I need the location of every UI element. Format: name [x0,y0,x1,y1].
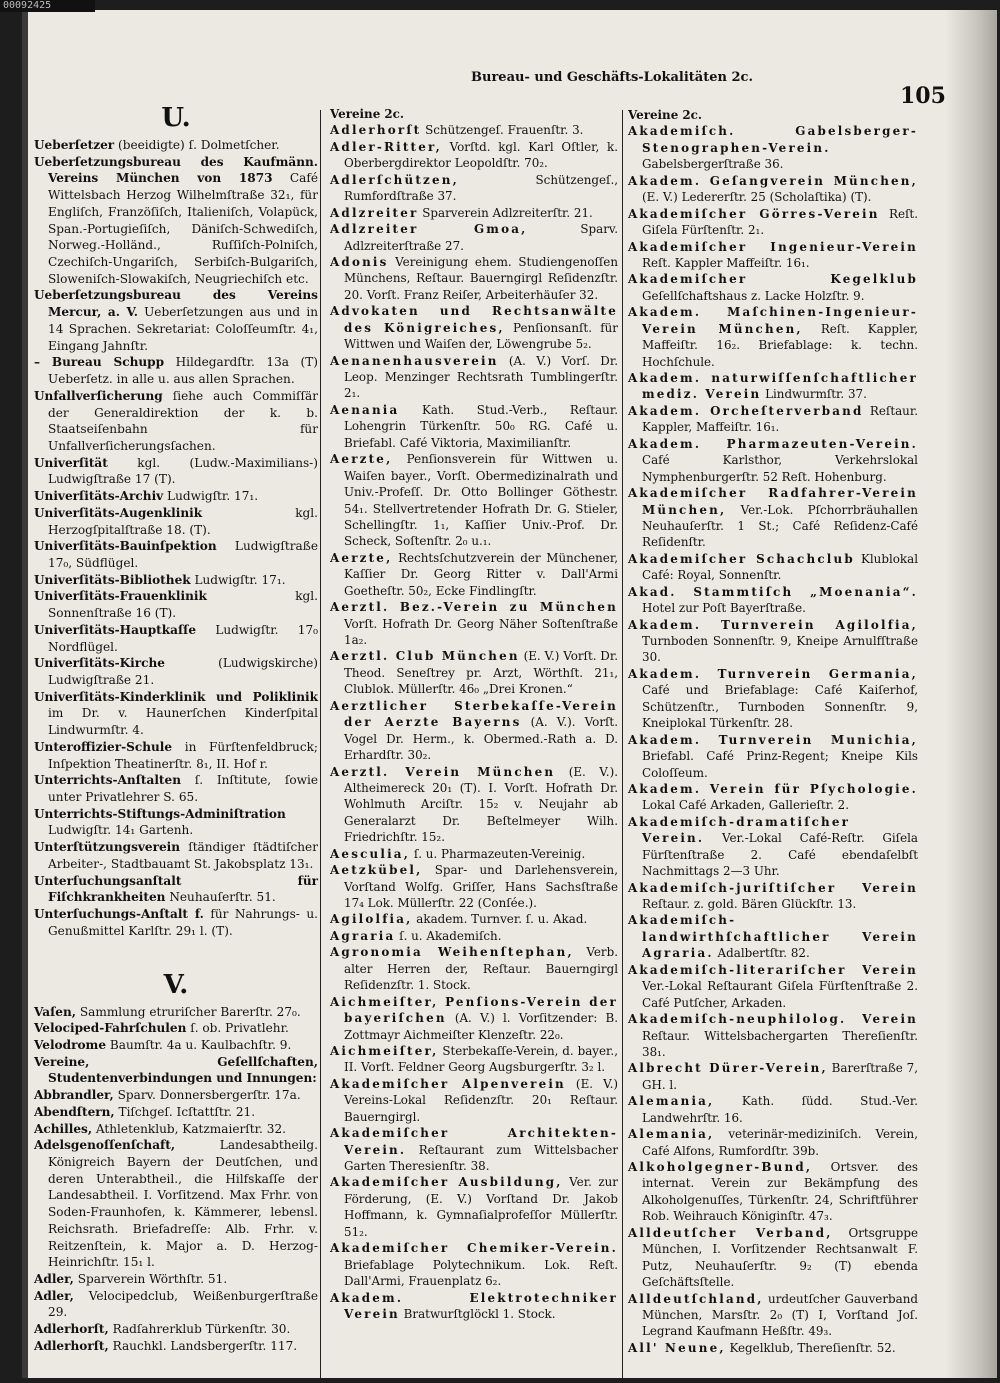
entry-name: Alldeutſchland, [628,1291,764,1306]
entry-details: Penſionsanſt. für Wittwen und Waiſen der, Löwengrube 5₂. [344,320,618,352]
directory-entry [628,1340,918,1356]
entry-name: Unfallverſicherung [34,388,163,403]
entry-name: All' Neune, [628,1340,726,1355]
column-3-entry-list [628,123,918,1356]
directory-entry [34,622,318,655]
entry-details: Schützengeſ. Frauenſtr. 3. [421,123,584,138]
entry-name: Adlzreiter Gmoa, [330,222,528,237]
directory-entry [330,599,618,648]
entry-details: Gabelsbergerſtraße 36. [642,157,784,172]
column-3 [628,107,918,1356]
directory-entry [34,388,318,455]
directory-entry [330,254,618,303]
entry-details: (E. V.). Altheimereck 20₁ (T). I. Vorſt. Hofrath Dr. Wohlmuth Arciſtr. 15₂ v. Neujahr ab Generalarzt Dr. Beſtelmeyer Wilh. Friedrichſtr. 15₂. [344,764,618,845]
entry-details: ſ. u. Akademiſch. [395,928,502,943]
directory-entry [628,617,918,666]
entry-details: Café Wittelsbach Herzog Wilhelmſtraße 32₁, für Engliſch, Franzöſiſch, Italieniſch, Volapück, Span.-Portugieſiſch, Däniſch-Schwediſch, Norweg.-Holländ., Ruſſiſch-Polniſch, Czechiſch-Ungariſch, Serbiſch-Bulgariſch, Sloweniſch-Slowakiſch, Neugriechiſch etc. [48,171,318,286]
directory-entry [34,572,318,589]
entry-name: Vereine, Geſellſchaften, Studentenverbindungen und Innungen: [34,1054,318,1086]
entry-details: Penſionsverein für Wittwen u. Waiſen bayer., Vorſt. Obermedizinalrath und Univ.-Profeſſ. Dr. Otto Bollinger Göthestr. 54₁. Stellvertretender Hofrath Dr. G. Stieler, Schellingſtr. 1₁, Kaſſier Univ.-Prof. Dr. Scheck, Soſtenſtr. 2₀ u.₁. [344,452,618,549]
entry-name: Adlerhorſt, [34,1322,109,1337]
entry-name: Aesculia, [330,846,411,861]
entry-details: Sparv. Donnersbergerſtr. 17a. [113,1088,301,1103]
entry-name: Unterſuchungsanſtalt für Fiſchkrankheiten [34,873,318,905]
directory-entry [34,806,318,839]
entry-details: Radſahrerklub Türkenſtr. 30. [108,1322,291,1337]
directory-entry [34,488,318,505]
entry-name: Akadem. Maſchinen-Ingenieur-Verein München, [628,305,918,336]
entry-name: Akademiſch-literariſcher Verein [628,962,918,977]
entry-name: Vaſen, [34,1004,77,1019]
directory-entry [330,451,618,550]
entry-name: Aerztl. Bez.-Verein zu München [330,600,618,615]
entry-details: Rauchkl. Landsbergerſtr. 117. [108,1338,298,1353]
entry-name: Akademiſcher Radfahrer-Verein München, [628,486,918,517]
entry-name: Alldeutſcher Verband, [628,1225,833,1240]
entry-details: Café Karlsthor, Verkehrslokal Nymphenburgerſtr. 52 Reſt. Hohenburg. [642,453,918,484]
entry-name: Akademiſcher Kegelklub [628,272,918,287]
directory-entry [34,1020,318,1037]
directory-entry [34,505,318,538]
entry-name: Akadem. naturwiſſenſchaftlicher mediz. Verein [628,371,918,402]
entry-details: Kegelklub, Thereſienſtr. 52. [725,1340,896,1355]
entry-name: Akademiſcher Schachclub [628,551,855,566]
directory-entry [628,239,918,272]
entry-details: ſ. Inſtitute, ſowie unter Privatlehrer S. 65. [48,773,318,805]
directory-entry [330,1174,618,1240]
column-2 [330,106,618,1322]
entry-name: Adlerſchützen, [330,172,459,187]
entry-details: Bratwurſtglöckl 1. Stock. [399,1306,556,1321]
directory-entry [34,287,318,354]
entry-name: Akademiſch-landwirthſchaftlicher Verein Agraria. [628,913,918,961]
entry-details: Ludwigſtr. 17₁. [163,489,259,504]
entry-details: Ver.-Lokal Café-Reſtr. Giſela Fürſtenſtraße 2. Café ebendaſelbſt Nachmittags 2—3 Uhr. [642,831,918,879]
directory-entry [330,764,618,846]
entry-name: Alemania, [628,1094,715,1109]
directory-entry [34,1104,318,1121]
entry-name: Univerſitäts-Archiv [34,489,164,504]
entry-name: Velodrome [34,1037,107,1052]
entry-details: Ludwigſtr. 17₀ Nordflügel. [48,622,318,654]
directory-entry [628,1093,918,1126]
entry-details: akadem. Turnver. ſ. u. Akad. [412,912,588,927]
page-number: 105 [900,83,946,109]
directory-entry [628,732,918,781]
entry-details: Reſtaurant zum Wittelsbacher Garten Theresienſtr. 38. [344,1142,618,1173]
entry-details: Schützengeſ., Rumfordſtraße 37. [344,172,618,204]
entry-name: Akadem. Turnverein Munichia, [628,732,918,747]
entry-details: Adalbertſtr. 82. [713,946,810,961]
directory-entry [628,304,918,370]
directory-entry [34,354,318,387]
directory-entry [330,139,618,172]
entry-name: Aetzkübel, [330,863,423,878]
entry-details: Kath. ſüdd. Stud.-Ver. Landwehrſtr. 16. [642,1094,918,1125]
directory-entry [628,1291,918,1340]
entry-details: Vorſtd. kgl. Karl Oſtler, k. Oberbergdirektor Leopoldſtr. 70₂. [344,139,618,171]
directory-entry [330,172,618,205]
column-1 [34,103,318,1355]
directory-entry [628,436,918,485]
running-head: Bureau- und Geschäfts-Lokalitäten 2c. [471,70,753,85]
entry-name: Adler, [34,1288,74,1303]
entry-name: Aichmeiſter, [330,1043,439,1058]
entry-name: Aerztl. Club München [330,649,520,664]
directory-entry [34,839,318,872]
entry-details: kgl. Sonnenſtraße 16 (T). [48,589,318,621]
directory-entry [628,403,918,436]
entry-details: veterinär-mediziniſch. Verein, Café Alfons, Rumfordſtr. 39b. [642,1127,918,1158]
column-2-entry-list [330,122,618,1322]
directory-entry [628,666,918,732]
entry-name: Akademiſcher Ingenieur-Verein [628,239,918,254]
entry-details: Reſt. Kappler Maffeiſtr. 16₁. [642,255,810,270]
directory-entry [628,370,918,403]
entry-details: in Fürſtenfeldbruck; Inſpektion Theatinerſtr. 8₁, II. Hof r. [48,739,318,771]
entry-details: Ludwigſtr. 14₁ Gartenh. [48,823,194,838]
directory-entry [628,1060,918,1093]
entry-details: Reſtaur. Kappler, Maffeiſtr. 16₁. [642,403,919,435]
entry-details: Ortsver. des internat. Verein zur Bekämpfung des Alkoholgenuſſes, Türkenſtr. 24, Schriftführer Rob. Weihrauch Königinſtr. 47₃. [642,1160,918,1224]
entry-details: (E. V.) Ledererſtr. 25 (Scholaſtika) (T). [642,190,872,205]
directory-entry [34,455,318,488]
directory-entry [330,221,618,254]
directory-entry [628,880,918,913]
directory-entry [34,1321,318,1338]
entry-details: Tiſchgeſ. Icſtattſtr. 21. [114,1104,256,1119]
entry-name: Adler, [34,1272,74,1286]
directory-entry [34,1271,318,1288]
entry-details: Lokal Café Arkaden, Gallerieſtr. 2. [642,798,849,813]
directory-entry [330,1076,618,1125]
entry-details: für Nahrungs- u. Genußmittel Karlſtr. 29₁ l. (T). [48,907,318,938]
directory-entry [628,814,918,880]
entry-details: Geſellſchaftshaus z. Lacke Holzſtr. 9. [642,288,865,303]
directory-entry [34,906,318,939]
entry-name: Unterſtützungsverein [34,840,181,855]
directory-entry [34,1288,318,1321]
entry-details: Kath. Stud.-Verb., Reſtaur. Lohengrin Türkenſtr. 50₀ RG. Café u. Briefabl. Café Viktoria, Maximilianſtr. [344,402,618,450]
entry-details: Rechtsſchutzverein der Münchener, Kaſſier Dr. Georg Ritter v. Dall'Armi Goetheſtr. 50₂, Ecke Findlingſtr. [344,550,618,598]
entry-details: Ver.-Lokal Reſtaurant Giſela Fürſtenſtraße 2. Café Putſcher, Arkaden. [642,979,918,1010]
section-letter-u: U. [161,103,191,133]
entry-details: Sterbekaſſe-Verein, d. bayer., II. Vorſt. Feldner Georg Augsburgerſtr. 3₂ l. [344,1043,618,1075]
entry-name: Agraria [330,928,396,943]
entry-name: Akademiſcher Görres-Verein [628,206,880,221]
directory-entry [330,648,618,697]
entry-details: Sammlung etruriſcher Barerſtr. 27₀. [76,1004,301,1019]
section-letter-v: V. [163,969,189,1000]
entry-details: ſiehe auch Commiſſär der Generaldirektion der k. b. Staatseiſenbahn für Unfallverſicherungsſachen. [48,388,318,453]
directory-entry [628,1159,918,1225]
entry-details: Baumſtr. 4a u. Kaulbachſtr. 9. [106,1037,292,1052]
entry-name: Unterrichts-Anſtalten [34,773,181,788]
entry-details: Hotel zur Poſt Bayerſtraße. [642,601,806,616]
directory-entry [34,1004,318,1021]
v-entry-list [34,1004,318,1355]
directory-entry [330,1240,618,1289]
entry-name: Alkoholgegner-Bund, [628,1160,813,1174]
directory-entry [628,173,918,206]
entry-name: Aenania [330,402,400,417]
directory-entry [34,739,318,772]
entry-name: Univerſitäts-Kinderklinik und Poliklinik [34,689,318,704]
entry-details: (A. V.). Vorſt. Vogel Dr. Herm., k. Obermed.-Rath a. D. Erhardſtr. 30₂. [344,715,618,763]
entry-name: Adler-Ritter, [330,139,442,154]
entry-name: Akademiſcher Alpenverein [330,1076,566,1091]
entry-name: Aerztl. Verein München [330,764,556,779]
entry-details: Spar- und Darlehensverein, Vorſtand Wolfg. Griſſer, Hans Sachsſtraße 17₄ Lok. Müllerſtr. 22 (Conſée.). [344,863,618,910]
directory-entry [330,353,618,402]
entry-name: Aerzte, [330,452,393,467]
directory-entry [330,994,618,1043]
entry-details: (E. V.) Vorſt. Dr. Theod. Seneſtrey pr. Arzt, Wörthſt. 21₁, Clublok. Müllerſtr. 46₀ „Drei Kronen.“ [344,649,618,697]
directory-entry [330,944,618,993]
entry-details: Klublokal Café: Royal, Sonnenſtr. [642,551,919,583]
directory-entry [628,206,918,239]
entry-details: Ueberſetzungen aus und in 14 Sprachen. Sekretariat: Coloſſeumſtr. 4₁, Eingang Jahnſtr. [48,305,318,353]
entry-name: Abendſtern, [34,1104,115,1119]
entry-name: Akademiſch-juriſtiſcher Verein [628,880,918,895]
entry-name: Univerſitäts-Bauinſpektion [34,539,217,554]
entry-details: Café und Briefablage: Café Kaiſerhof, Schützenſtr., Turnboden Sonnenſtr. 9, Kneiplokal Türkenſtr. 28. [642,683,918,731]
entry-details: Ortsgruppe München, I. Vorſitzender Rechtsanwalt F. Putz, Neuhauſerſtr. 9₂ (T) ebenda Geſchäftsſtelle. [642,1225,918,1290]
entry-details: Ver.-Lok. Pſchorrbräuhallen Neuhauſerſtr. 1 St.; Café Reſidenz-Café Reſidenſtr. [642,502,918,550]
entry-details: Sparverein Wörthſtr. 51. [73,1272,228,1286]
entry-details: Hildegardſtr. 13a (T) Ueberſetz. in alle u. aus allen Sprachen. [48,355,318,387]
directory-entry [628,551,918,584]
directory-entry [330,911,618,927]
directory-entry [628,584,918,617]
entry-name: Akademiſch-neuphilolog. Verein [628,1012,918,1027]
entry-name: Aichmeiſter, Penſions-Verein der bayeriſchen [330,994,618,1026]
entry-name: Univerſitäts-Frauenklinik [34,589,207,604]
directory-entry [628,962,918,1011]
entry-name: Alemania, [628,1127,715,1142]
entry-details: Ludwigſtr. 17₁. [190,572,286,587]
entry-details: (A. V.) Vorſ. Dr. Leop. Menzinger Rechtsrath Tumblingerſtr. 2₁. [344,353,618,401]
entry-name: Akadem. Orcheſterverband [628,403,864,418]
directory-entry [330,402,618,451]
entry-details: Ver. zur Förderung, (E. V.) Vorſtand Dr. Jakob Hoffmann, k. Gymnaſialprofeſſor Müllerſtr. 51₂. [344,1175,618,1239]
entry-name: Adonis [330,254,389,269]
entry-name: Akademiſcher Architekten-Verein. [330,1126,618,1157]
entry-details: (beeidigte) ſ. Dolmetſcher. [114,138,280,152]
entry-details: (Ludwigskirche) Ludwigſtraße 21. [48,656,318,687]
entry-details: Briefabl. Café Prinz-Regent; Kneipe Kils Coloſſeum. [642,749,918,780]
directory-entry [330,1043,618,1076]
entry-name: Ueberſetzer [34,138,115,152]
entry-name: Aerztlicher Sterbekaſſe-Verein der Aerzte Bayerns [330,698,618,730]
directory-entry [628,485,918,551]
directory-page [22,10,997,1378]
directory-entry [34,655,318,688]
directory-entry [34,873,318,906]
directory-entry [628,781,918,814]
entry-details: Lindwurmſtr. 37. [761,387,867,402]
entry-details: Athletenklub, Katzmaierſtr. 32. [92,1121,286,1136]
directory-entry [34,1121,318,1138]
entry-details: ſ. ob. Privatlehr. [186,1021,289,1036]
directory-entry [330,698,618,764]
entry-name: Univerſitäts-Hauptkaſſe [34,622,197,637]
entry-name: Akadem. Geſangverein München, [628,173,918,188]
entry-details: Reſt. Giſela Fürſtenſtr. 2₁. [642,206,918,238]
entry-details: ſtändiger ſtädtiſcher Arbeiter-, Stadtbauamt St. Jakobsplatz 13₁. [48,840,318,871]
directory-entry [34,1137,318,1271]
entry-name: Aerzte, [330,550,393,565]
directory-entry [628,1011,918,1060]
entry-name: Aenanenhausverein [330,353,499,368]
entry-name: Akadem. Turnverein Germania, [628,666,918,681]
directory-entry [330,1125,618,1174]
column-rule-2 [622,110,623,1378]
entry-details: Neuhauſerſtr. 51. [165,890,276,905]
column-heading: Vereine 2c. [628,108,703,122]
directory-entry [34,1037,318,1054]
directory-entry [330,1290,618,1323]
column-rule-1 [320,110,321,1378]
directory-entry [330,122,618,138]
u-entry-list [34,137,318,940]
entry-name: Univerſität [34,455,108,470]
entry-details: Turnboden Sonnenſtr. 9, Kneipe Arnulfſtraße 30. [642,634,918,665]
entry-name: Albrecht Dürer-Verein, [628,1061,828,1076]
page-left-edge [22,10,28,1378]
entry-name: Ueberſetzungsbureau des Vereins Mercur, a. V. [34,288,318,320]
directory-entry [34,588,318,621]
entry-details: Ludwigſtraße 17₀, Südflügel. [48,539,318,570]
entry-name: Adelsgenoſſenſchaft, [34,1138,176,1153]
entry-name: Abbrandler, [34,1088,114,1103]
entry-name: Unteroffizier-Schule [34,739,173,754]
entry-name: Unterrichts-Stiftungs-Adminiſtration [34,806,286,821]
directory-entry [330,928,618,944]
page-right-edge [945,10,997,1378]
directory-entry [330,205,618,221]
entry-details: Sparverein Adlzreiterſtr. 21. [418,205,593,220]
directory-entry [34,689,318,739]
entry-details: ſ. u. Pharmazeuten-Vereinig. [410,846,586,861]
entry-name: Akademiſch-dramatiſcher Verein. [628,814,851,846]
directory-entry [330,846,618,862]
entry-details: kgl. Herzogſpitalſtraße 18. (T). [48,505,318,537]
entry-details: (E. V.) Vereins-Lokal Reſidenzſtr. 20₁ Reſtaur. Bauerngirgl. [344,1076,618,1124]
entry-name: Akadem. Verein für Pſychologie. [628,781,918,796]
directory-entry [330,862,618,911]
entry-name: Adlzreiter [330,205,419,220]
directory-entry [34,1087,318,1104]
directory-entry [34,137,318,154]
directory-entry [628,271,918,304]
directory-entry [628,1225,918,1291]
entry-name: Unterſuchungs-Anſtalt f. [34,907,204,922]
entry-name: Univerſitäts-Augenklinik [34,505,203,520]
directory-entry [628,912,918,961]
scan-label: 00092425 [0,0,95,12]
directory-entry [628,123,918,172]
entry-details: urdeutſcher Gauverband München, Marsſtr. 2₀ (T) I, Vorſtand Joſ. Legrand Kaufmann Heßſtr. 49₃. [642,1291,918,1339]
entry-details: kgl. (Ludw.-Maximilians-) Ludwigſtraße 17 (T). [48,455,318,487]
entry-details: Briefablage Polytechnikum. Lok. Reſt. Dall'Armi, Frauenplatz 6₂. [344,1257,618,1289]
entry-details: Velocipedclub, Weißenburgerſtraße 29. [48,1288,318,1320]
entry-details: Landesabtheilg. Königreich Bayern der Deutſchen, und deren Unterabtheil., die Hilfskaſſe der Landesabtheil. I. Vorſitzend. Max Frhr. von Soden-Fraunhofen, k. Kämmerer, lebensl. Reichsrath. Briefadreſſe: Alb. Frhr. v. Reitzenſtein, k. Major a. D. Herzog-Heinrichſtr. 15₁ l. [48,1138,318,1270]
directory-entry [330,303,618,352]
entry-name: Akadem. Elektrotechniker Verein [330,1290,618,1321]
entry-name: Agilolfia, [330,912,413,927]
entry-details: Verb. alter Herren der, Reſtaur. Bauerngirgl Reſidenzſtr. 1. Stock. [344,945,619,993]
entry-name: Adlerhorſt [330,123,422,138]
entry-name: Akademiſcher Chemiker-Verein. [330,1241,618,1256]
directory-entry [34,154,318,288]
entry-details: Reſtaur. z. gold. Bären Glückſtr. 13. [642,897,857,911]
entry-details: (A. V.) l. Vorſitzender: B. Zottmayr Aichmeiſter Klenzeſtr. 22₀. [344,1011,618,1042]
entry-name: Univerſitäts-Bibliothek [34,572,191,587]
directory-entry [34,1338,318,1355]
column-heading: Vereine 2c. [330,107,405,121]
entry-name: Velociped-Fahrſchulen [34,1021,187,1036]
directory-entry [628,1126,918,1159]
entry-details: Sparv. Adlzreiterſtraße 27. [344,222,618,253]
entry-name: Adlerhorſt, [34,1338,109,1353]
entry-details: Vorſt. Hofrath Dr. Georg Näher Soſtenſtraße 1a₂. [344,616,618,647]
entry-name: Achilles, [34,1121,93,1136]
entry-name: Agronomia Weihenſtephan, [330,945,574,960]
directory-entry [330,550,618,599]
entry-name: Akadem. Turnverein Agilolfia, [628,617,918,632]
entry-name: – Bureau Schupp [34,355,165,370]
entry-details: Reſt. Kappler, Maffeiſtr. 16₂. Briefablage: k. techn. Hochſchule. [642,321,918,369]
entry-name: Ueberſetzungsbureau des Kaufmänn. Vereins München von 1873 [34,154,318,186]
entry-name: Akademiſcher Ausbildung, [330,1175,563,1190]
entry-name: Akadem. Pharmazeuten-Verein. [628,436,918,451]
directory-entry [34,772,318,805]
entry-name: Akad. Stammtiſch „Moenania“. [628,584,918,599]
directory-entry [34,1054,318,1087]
entry-details: Barerſtraße 7, GH. l. [642,1061,918,1092]
entry-details: im Dr. v. Haunerſchen Kinderſpital Lindwurmſtr. 4. [48,706,318,738]
entry-name: Advokaten und Rechtsanwälte des Königreiches, [330,304,618,335]
entry-details: Reſtaur. Wittelsbachergarten Thereſienſtr. 38₁. [642,1028,918,1059]
directory-entry [34,538,318,571]
entry-details: Vereinigung ehem. Studiengenoſſen Münchens, Reſtaur. Bauerngirgl Reſidenzſtr. 20. Vorſt. Franz Reiſer, Arbeiterhäuſer 32. [344,254,618,302]
entry-name: Akademiſch. Gabelsberger-Stenographen-Verein. [628,124,918,155]
entry-name: Univerſitäts-Kirche [34,656,165,671]
